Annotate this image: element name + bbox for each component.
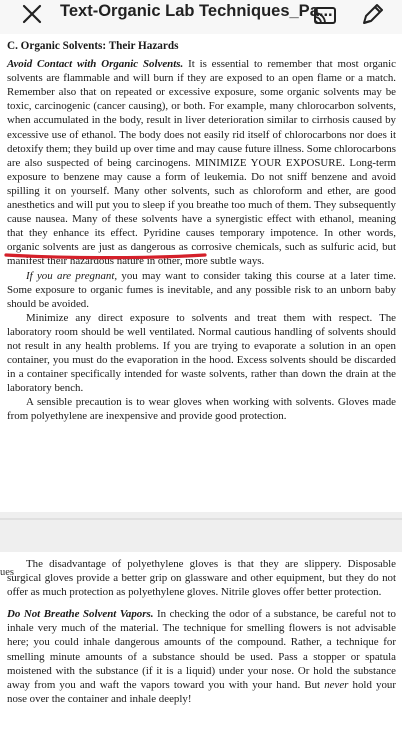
- cast-icon: [312, 5, 338, 29]
- paragraph-minimize: Minimize any direct exposure to solvents and treat them with respect. The laboratory room should be well ventilated. Normal cautious handling of solvents should not result in any health problems. If you are trying to evaporate a solution in an open container, you must do the evaporation in the hood. Excess solvents should be discarded in a container specifically intended for waste solvents, rather than down the drain at the laboratory bench.: [7, 311, 396, 395]
- paragraph-lead: Do Not Breathe Solvent Vapors.: [7, 608, 154, 621]
- paragraph-disadvantage: The disadvantage of polyethylene gloves is that they are slippery. Disposable surgical gloves provide a better grip on glassware and other equipment, but they do not offer as much protection as polyethylene gloves. Nitrile gloves offer better protection.: [7, 558, 396, 599]
- emphasis-never: never: [324, 678, 349, 691]
- paragraph-lead: Avoid Contact with Organic Solvents.: [7, 58, 184, 71]
- paragraph-tail: hold your nose over the container and inhale deeply!: [7, 678, 396, 705]
- paragraph-body: It is essential to remember that most organic solvents are flammable and will burn if they are exposed to an open flame or a match. Remember also that on repeated or excessive exposure, some organic solvents may be toxic, carcinogenic (cancer causing), or both. For example, many chlorocarbon solvents, when accumulated in the body, result in liver deterioration similar to cirrhosis caused by excessive use of ethanol. The body does not easily rid itself of chlorocarbons nor does it detoxify them; they build up over time and may cause future illness. Some chlorocarbons are also suspected of being carcinogens. MINIMIZE YOUR EXPOSURE. Long-term exposure to benzene may cause a form of leukemia. Do not sniff benzene and avoid spilling it on yourself. Many other solvents, such as chloroform and ether, are good anesthetics and will put you to sleep if you breathe too much of them. They subsequently cause nausea. Many of these solvents have a synergistic effect with ethanol, meaning that they enhance its effect. Pyridine causes temporary impotence. In other words, organic solvents are just as dangerous as corrosive chemicals, such as sulfuric acid, but manifest their hazardous nature in other, more subtle ways.: [7, 58, 396, 268]
- red-ink-annotation: [0, 34, 402, 512]
- document-page-1[interactable]: [0, 34, 402, 512]
- edit-button[interactable]: [358, 1, 386, 29]
- top-toolbar: [0, 0, 402, 35]
- page-divider: [0, 518, 402, 520]
- paragraph-body: you may want to consider taking this course at a later time. Some exposure to organic fumes is inevitable, and any possible risk to an unborn baby should be avoided.: [7, 269, 396, 310]
- paragraph-body: In checking the odor of a substance, be careful not to inhale very much of the material. The technique for smelling flowers is not advisable here; you could inhale dangerous amounts of the compound. Rather, a technique for smelling minute amounts of a substance should be used. Pass a stopper or spatula moistened with the substance (if it is a liquid) under your nose. Or hold the substance away from you and waft the vapors toward you with your hand. But: [7, 608, 396, 691]
- close-icon: [18, 2, 46, 30]
- pencil-icon: [358, 1, 386, 29]
- document-page-2[interactable]: [0, 552, 402, 750]
- section-heading: C. Organic Solvents: Their Hazards: [7, 40, 179, 52]
- close-button[interactable]: [18, 2, 46, 30]
- paragraph-lead: If you are pregnant,: [26, 269, 118, 282]
- paragraph-spacer: [7, 599, 396, 607]
- paragraph-gloves: A sensible precaution is to wear gloves when working with solvents. Gloves made from polyethylene are inexpensive and provide good protection.: [7, 396, 396, 423]
- document-title: Text-Organic Lab Techniques_Pa...: [60, 2, 333, 20]
- cast-button[interactable]: [312, 5, 338, 29]
- page-edge-label: ues: [0, 567, 14, 578]
- page-2-text: [7, 557, 396, 706]
- paragraph-vapors: [7, 607, 396, 706]
